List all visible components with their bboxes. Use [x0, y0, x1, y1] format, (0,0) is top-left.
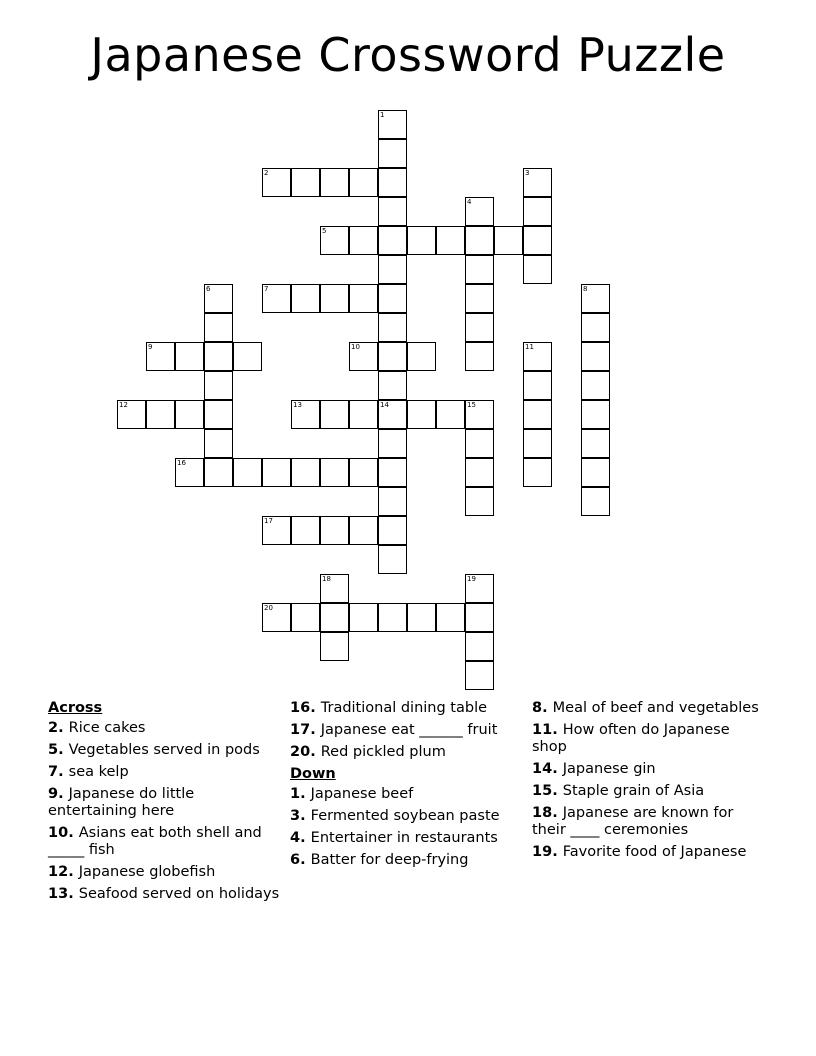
grid-cell[interactable] [465, 400, 494, 429]
clue-text: Seafood served on holidays [78, 886, 280, 902]
grid-cell[interactable] [146, 342, 175, 371]
grid-cell[interactable] [407, 603, 436, 632]
grid-cell[interactable] [378, 110, 407, 139]
grid-cell[interactable] [465, 255, 494, 284]
grid-cell[interactable] [436, 603, 465, 632]
clue-item: 10. Asians eat both shell and _____ fish [48, 825, 262, 858]
grid-cell[interactable] [465, 487, 494, 516]
clue-item: 7. sea kelp [48, 764, 129, 780]
clue-item: 1. Japanese beef [290, 786, 414, 802]
grid-cell[interactable] [291, 603, 320, 632]
cell-number: 6 [206, 285, 211, 293]
grid-cell[interactable] [320, 458, 349, 487]
cell-number: 10 [351, 343, 360, 351]
grid-cell[interactable] [523, 255, 552, 284]
grid-cell[interactable] [465, 632, 494, 661]
clues-column-3 [532, 700, 762, 866]
clue-item: 6. Batter for deep-frying [290, 852, 469, 868]
grid-cell[interactable] [233, 458, 262, 487]
cell-number: 3 [525, 169, 530, 177]
grid-cell[interactable] [581, 487, 610, 516]
clue-text: Rice cakes [68, 720, 146, 736]
grid-cell[interactable] [204, 458, 233, 487]
clue-item: 12. Japanese globefish [48, 864, 216, 880]
cell-number: 20 [264, 604, 273, 612]
clue-item: 5. Vegetables served in pods [48, 742, 260, 758]
grid-cell[interactable] [494, 226, 523, 255]
cell-number: 15 [467, 401, 476, 409]
grid-cell[interactable] [465, 661, 494, 690]
cell-number: 4 [467, 198, 472, 206]
clue-text: Japanese globefish [78, 864, 216, 880]
grid-cell[interactable] [436, 400, 465, 429]
grid-cell[interactable] [581, 371, 610, 400]
grid-cell[interactable] [262, 284, 291, 313]
down-clue-list-continued [532, 700, 762, 861]
grid-cell[interactable] [349, 342, 378, 371]
clue-number: 8 [532, 700, 543, 716]
grid-cell[interactable] [320, 516, 349, 545]
clue-text: Red pickled plum [320, 744, 446, 760]
grid-cell[interactable] [378, 603, 407, 632]
grid-cell[interactable] [349, 284, 378, 313]
cell-number: 13 [293, 401, 302, 409]
grid-cell[interactable] [465, 429, 494, 458]
grid-cell[interactable] [204, 429, 233, 458]
down-heading: Down [290, 766, 336, 782]
across-heading: Across [48, 700, 103, 716]
grid-cell[interactable] [291, 400, 320, 429]
cell-number: 19 [467, 575, 476, 583]
grid-cell[interactable] [378, 342, 407, 371]
grid-cell[interactable] [291, 516, 320, 545]
grid-cell[interactable] [320, 168, 349, 197]
grid-cell[interactable] [581, 313, 610, 342]
grid-cell[interactable] [378, 400, 407, 429]
grid-cell[interactable] [262, 516, 291, 545]
grid-cell[interactable] [407, 400, 436, 429]
cell-number: 11 [525, 343, 534, 351]
grid-cell[interactable] [175, 400, 204, 429]
grid-cell[interactable] [378, 197, 407, 226]
grid-cell[interactable] [523, 458, 552, 487]
clue-item: 11. How often do Japanese shop [532, 722, 730, 755]
grid-cell[interactable] [581, 342, 610, 371]
clue-item: 17. Japanese eat ______ fruit [290, 722, 498, 738]
grid-cell[interactable] [349, 603, 378, 632]
clue-text: Japanese gin [562, 761, 656, 777]
clue-number: 10 [48, 825, 69, 841]
cell-number: 14 [380, 401, 389, 409]
clue-item: 15. Staple grain of Asia [532, 783, 705, 799]
grid-cell[interactable] [233, 342, 262, 371]
clue-item: 20. Red pickled plum [290, 744, 446, 760]
grid-cell[interactable] [581, 458, 610, 487]
clue-text: Japanese are known for their ____ ceremonies [532, 805, 734, 838]
clue-number: 13 [48, 886, 69, 902]
clue-item: 4. Entertainer in restaurants [290, 830, 498, 846]
grid-cell[interactable] [349, 516, 378, 545]
grid-cell[interactable] [146, 400, 175, 429]
grid-cell[interactable] [465, 342, 494, 371]
grid-cell[interactable] [349, 400, 378, 429]
cell-number: 8 [583, 285, 588, 293]
grid-cell[interactable] [204, 400, 233, 429]
clue-number: 16 [290, 700, 311, 716]
clues-column-2 [290, 700, 520, 874]
clue-item: 13. Seafood served on holidays [48, 886, 280, 902]
grid-cell[interactable] [349, 168, 378, 197]
clue-number: 5 [48, 742, 59, 758]
clue-number: 9 [48, 786, 59, 802]
grid-cell[interactable] [378, 284, 407, 313]
clue-text: Staple grain of Asia [562, 783, 705, 799]
grid-cell[interactable] [465, 197, 494, 226]
grid-cell[interactable] [117, 400, 146, 429]
grid-cell[interactable] [523, 429, 552, 458]
grid-cell[interactable] [465, 458, 494, 487]
grid-cell[interactable] [378, 429, 407, 458]
clue-number: 14 [532, 761, 553, 777]
clue-text: Meal of beef and vegetables [552, 700, 759, 716]
grid-cell[interactable] [291, 284, 320, 313]
cell-number: 17 [264, 517, 273, 525]
grid-cell[interactable] [320, 574, 349, 603]
clue-number: 17 [290, 722, 311, 738]
grid-cell[interactable] [378, 226, 407, 255]
grid-cell[interactable] [581, 429, 610, 458]
grid-cell[interactable] [204, 313, 233, 342]
grid-cell[interactable] [378, 487, 407, 516]
grid-cell[interactable] [204, 284, 233, 313]
grid-cell[interactable] [523, 342, 552, 371]
clue-number: 7 [48, 764, 59, 780]
clue-number: 20 [290, 744, 311, 760]
clue-item: 2. Rice cakes [48, 720, 146, 736]
grid-cell[interactable] [320, 632, 349, 661]
clue-text: Japanese beef [310, 786, 414, 802]
across-clue-list [48, 720, 283, 903]
grid-cell[interactable] [291, 458, 320, 487]
grid-cell[interactable] [262, 458, 291, 487]
cell-number: 1 [380, 111, 385, 119]
clue-item: 19. Favorite food of Japanese [532, 844, 747, 860]
clue-number: 3 [290, 808, 301, 824]
grid-cell[interactable] [436, 226, 465, 255]
clue-number: 11 [532, 722, 553, 738]
cell-number: 2 [264, 169, 269, 177]
grid-cell[interactable] [465, 603, 494, 632]
clue-text: Traditional dining table [320, 700, 488, 716]
clue-item: 9. Japanese do little entertaining here [48, 786, 195, 819]
clue-text: Vegetables served in pods [68, 742, 260, 758]
clue-number: 19 [532, 844, 553, 860]
clue-text: How often do Japanese shop [532, 722, 730, 755]
grid-cell[interactable] [262, 603, 291, 632]
grid-cell[interactable] [407, 226, 436, 255]
grid-cell[interactable] [465, 284, 494, 313]
grid-cell[interactable] [523, 400, 552, 429]
cell-number: 16 [177, 459, 186, 467]
grid-cell[interactable] [349, 226, 378, 255]
grid-cell[interactable] [378, 139, 407, 168]
grid-cell[interactable] [465, 313, 494, 342]
grid-cell[interactable] [204, 371, 233, 400]
clue-number: 18 [532, 805, 553, 821]
clue-number: 15 [532, 783, 553, 799]
across-clue-list-continued [290, 700, 520, 761]
clue-item: 3. Fermented soybean paste [290, 808, 500, 824]
cell-number: 5 [322, 227, 327, 235]
grid-cell[interactable] [378, 255, 407, 284]
down-clue-list [290, 786, 520, 869]
clue-number: 2 [48, 720, 59, 736]
grid-cell[interactable] [378, 168, 407, 197]
clue-text: Batter for deep-frying [310, 852, 469, 868]
clue-text: sea kelp [68, 764, 129, 780]
grid-cell[interactable] [581, 400, 610, 429]
grid-cell[interactable] [378, 313, 407, 342]
grid-cell[interactable] [523, 197, 552, 226]
clue-item: 16. Traditional dining table [290, 700, 488, 716]
grid-cell[interactable] [262, 168, 291, 197]
grid-cell[interactable] [320, 226, 349, 255]
clue-number: 12 [48, 864, 69, 880]
cell-number: 9 [148, 343, 153, 351]
grid-cell[interactable] [175, 458, 204, 487]
clue-number: 6 [290, 852, 301, 868]
grid-cell[interactable] [175, 342, 204, 371]
clue-item: 14. Japanese gin [532, 761, 656, 777]
clue-number: 1 [290, 786, 301, 802]
grid-cell[interactable] [378, 458, 407, 487]
grid-cell[interactable] [523, 371, 552, 400]
grid-cell[interactable] [407, 342, 436, 371]
grid-cell[interactable] [320, 400, 349, 429]
grid-cell[interactable] [291, 168, 320, 197]
cell-number: 18 [322, 575, 331, 583]
clue-text: Asians eat both shell and _____ fish [48, 825, 262, 858]
grid-cell[interactable] [320, 603, 349, 632]
grid-cell[interactable] [378, 516, 407, 545]
grid-cell[interactable] [320, 284, 349, 313]
grid-cell[interactable] [378, 545, 407, 574]
clue-number: 4 [290, 830, 301, 846]
clue-text: Entertainer in restaurants [310, 830, 498, 846]
page-title: Japanese Crossword Puzzle [90, 28, 726, 82]
cell-number: 12 [119, 401, 128, 409]
grid-cell[interactable] [465, 226, 494, 255]
clue-text: Japanese eat ______ fruit [320, 722, 498, 738]
clue-text: Fermented soybean paste [310, 808, 500, 824]
grid-cell[interactable] [349, 458, 378, 487]
cell-number: 7 [264, 285, 269, 293]
grid-cell[interactable] [523, 168, 552, 197]
grid-cell[interactable] [378, 371, 407, 400]
clue-text: Favorite food of Japanese [562, 844, 747, 860]
clues-column-1 [48, 700, 283, 908]
clue-item: 8. Meal of beef and vegetables [532, 700, 759, 716]
grid-cell[interactable] [523, 226, 552, 255]
grid-cell[interactable] [465, 574, 494, 603]
grid-cell[interactable] [581, 284, 610, 313]
clue-text: Japanese do little entertaining here [48, 786, 195, 819]
grid-cell[interactable] [204, 342, 233, 371]
clue-item: 18. Japanese are known for their ____ ceremonies [532, 805, 734, 838]
